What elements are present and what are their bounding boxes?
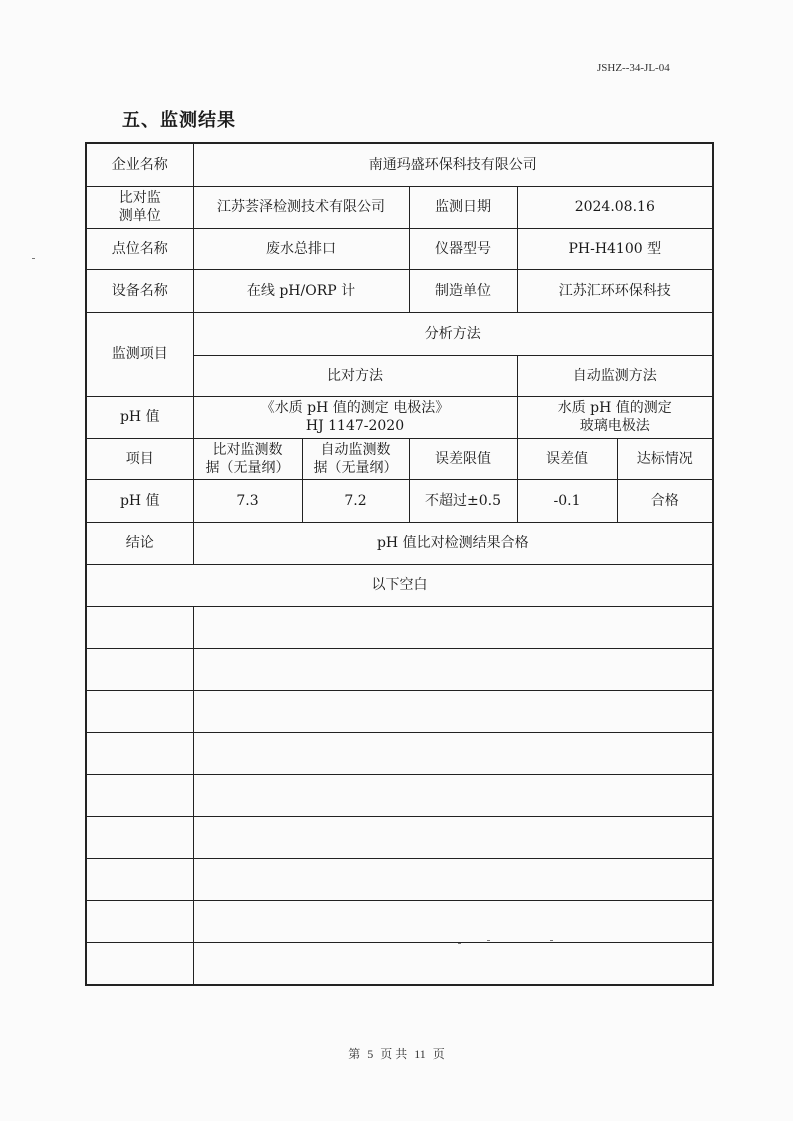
enterprise-label: 企业名称 — [86, 143, 193, 186]
point-row — [86, 228, 713, 269]
footer-prefix: 第 — [348, 1047, 361, 1061]
method-header-row — [86, 312, 713, 355]
ph-method-row — [86, 396, 713, 438]
current-page-number: 5 — [367, 1047, 374, 1061]
header-compare-data: 比对监测数 据（无量纲） — [193, 438, 302, 479]
header-error-limit: 误差限值 — [409, 438, 517, 479]
date-value: 2024.08.16 — [517, 186, 713, 228]
manufacturer-value: 江苏汇环环保科技 — [517, 269, 713, 312]
compare-unit-row — [86, 186, 713, 228]
page-footer — [0, 1045, 793, 1062]
enterprise-value: 南通玛盛环保科技有限公司 — [193, 143, 713, 186]
blank-cell — [86, 858, 193, 900]
point-value: 废水总排口 — [193, 228, 409, 269]
point-label: 点位名称 — [86, 228, 193, 269]
blank-cell — [193, 816, 713, 858]
blank-cell — [193, 900, 713, 942]
blank-cell — [86, 690, 193, 732]
blank-cell — [86, 816, 193, 858]
enterprise-row — [86, 143, 713, 186]
blank-cell — [86, 648, 193, 690]
device-row — [86, 269, 713, 312]
device-name-value: 在线 pH/ORP 计 — [193, 269, 409, 312]
ph-auto-method: 水质 pH 值的测定 玻璃电极法 — [517, 396, 713, 438]
manufacturer-label: 制造单位 — [409, 269, 517, 312]
result-error-value: -0.1 — [517, 479, 617, 522]
instrument-model-label: 仪器型号 — [409, 228, 517, 269]
scan-speck — [487, 940, 490, 941]
data-header-row — [86, 438, 713, 479]
blank-cell — [193, 942, 713, 985]
result-error-limit: 不超过±0.5 — [409, 479, 517, 522]
header-error-value: 误差值 — [517, 438, 617, 479]
compare-unit-label: 比对监 测单位 — [86, 186, 193, 228]
document-code: JSHZ--34-JL-04 — [597, 62, 670, 74]
result-auto-value: 7.2 — [302, 479, 409, 522]
blank-notice: 以下空白 — [86, 564, 713, 606]
blank-row — [86, 858, 713, 900]
blank-cell — [86, 900, 193, 942]
instrument-model-value: PH-H4100 型 — [517, 228, 713, 269]
blank-row — [86, 690, 713, 732]
ph-compare-method: 《水质 pH 值的测定 电极法》 HJ 1147-2020 — [193, 396, 517, 438]
header-status: 达标情况 — [617, 438, 713, 479]
blank-row — [86, 942, 713, 985]
scan-speck — [458, 943, 461, 944]
analysis-method-label: 分析方法 — [193, 312, 713, 355]
date-label: 监测日期 — [409, 186, 517, 228]
total-page-number: 11 — [414, 1047, 426, 1061]
ph-result-row — [86, 479, 713, 522]
auto-method-label: 自动监测方法 — [517, 355, 713, 396]
blank-cell — [193, 690, 713, 732]
compare-unit-value: 江苏荟泽检测技术有限公司 — [193, 186, 409, 228]
blank-cell — [86, 774, 193, 816]
blank-row — [86, 648, 713, 690]
section-title: 五、监测结果 — [122, 110, 236, 131]
header-item: 项目 — [86, 438, 193, 479]
result-compare-value: 7.3 — [193, 479, 302, 522]
conclusion-label: 结论 — [86, 522, 193, 564]
footer-mid: 页 共 — [380, 1047, 408, 1061]
compare-method-label: 比对方法 — [193, 355, 517, 396]
conclusion-row — [86, 522, 713, 564]
header-auto-data: 自动监测数 据（无量纲） — [302, 438, 409, 479]
blank-row — [86, 774, 713, 816]
blank-cell — [86, 732, 193, 774]
blank-row — [86, 816, 713, 858]
monitoring-item-label: 监测项目 — [86, 312, 193, 396]
blank-cell — [193, 732, 713, 774]
blank-cell — [193, 858, 713, 900]
conclusion-value: pH 值比对检测结果合格 — [193, 522, 713, 564]
blank-cell — [193, 648, 713, 690]
blank-row — [86, 900, 713, 942]
blank-row — [86, 732, 713, 774]
blank-cell — [86, 942, 193, 985]
blank-cell — [193, 774, 713, 816]
ph-label: pH 值 — [86, 396, 193, 438]
blank-cell — [86, 606, 193, 648]
result-status: 合格 — [617, 479, 713, 522]
device-name-label: 设备名称 — [86, 269, 193, 312]
scan-speck — [32, 258, 35, 259]
blank-row — [86, 606, 713, 648]
result-item: pH 值 — [86, 479, 193, 522]
blank-notice-row — [86, 564, 713, 606]
footer-suffix: 页 — [432, 1047, 445, 1061]
blank-cell — [193, 606, 713, 648]
monitoring-results-table — [85, 142, 714, 986]
scan-speck — [550, 940, 553, 941]
